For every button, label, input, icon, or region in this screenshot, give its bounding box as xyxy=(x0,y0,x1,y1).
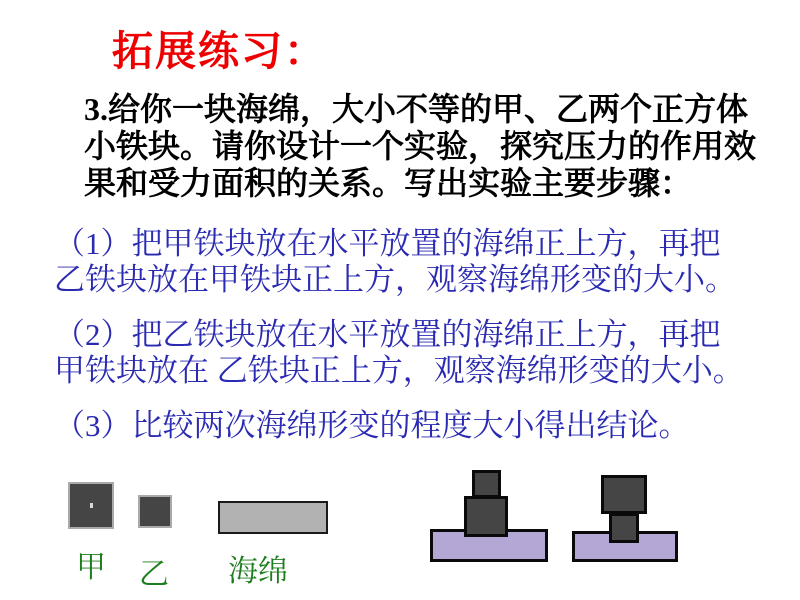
question-line-3: 果和受力面积的关系。写出实验主要步骤： xyxy=(84,165,693,201)
iron-block-jia xyxy=(68,482,114,529)
block-jia-speck xyxy=(90,503,93,508)
figure1-block-yi xyxy=(472,470,501,498)
iron-block-yi xyxy=(138,495,172,528)
question-text xyxy=(84,91,756,202)
question-line-1: 3.给你一块海绵，大小不等的甲、乙两个正方体 xyxy=(84,91,749,127)
question-line-2: 小铁块。请你设计一个实验，探究压力的作用效 xyxy=(84,128,757,164)
step-2-text xyxy=(54,317,744,389)
slide-title: 拓展练习： xyxy=(112,28,327,74)
step-2-line-1: （2）把乙铁块放在水平放置的海绵正上方，再把 xyxy=(54,317,721,352)
label-jia: 甲 xyxy=(76,551,106,584)
step-2-line-2: 甲铁块放在 乙铁块正上方，观察海绵形变的大小。 xyxy=(54,353,744,388)
step-3-text xyxy=(54,408,690,444)
figure1-block-jia xyxy=(464,496,508,537)
step-1-text xyxy=(54,226,736,298)
step-1-line-1: （1）把甲铁块放在水平放置的海绵正上方，再把 xyxy=(54,226,721,261)
label-sponge: 海绵 xyxy=(228,555,288,588)
step-1-line-2: 乙铁块放在甲铁块正上方，观察海绵形变的大小。 xyxy=(54,262,736,297)
sponge-rectangle xyxy=(218,501,328,534)
figure2-block-yi xyxy=(609,513,639,543)
figure2-block-jia xyxy=(601,475,647,514)
step-3-line-1: （3）比较两次海绵形变的程度大小得出结论。 xyxy=(54,408,690,443)
label-yi: 乙 xyxy=(139,558,169,591)
